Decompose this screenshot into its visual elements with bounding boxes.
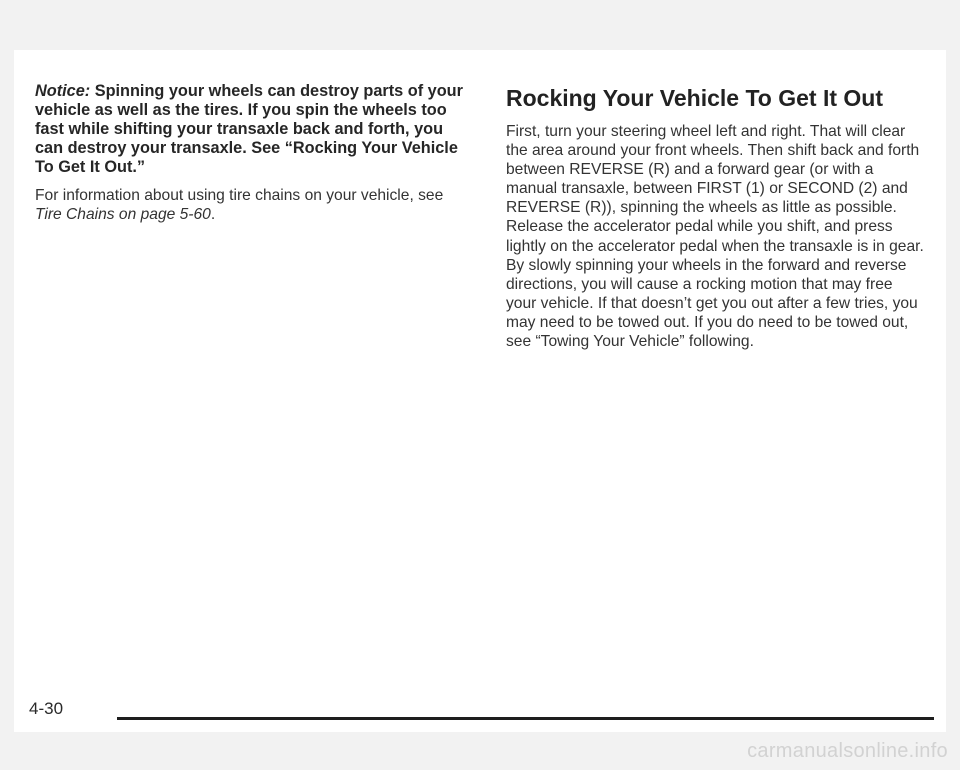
rocking-instructions: First, turn your steering wheel left and right. That will clear the area around your front wheels. Then shift back and forth between REVERSE (R) and a forward gear (or with a manual transaxle, between FIRST (1) or SECOND (2) and REVERSE (R)), spinning the wheels as little as possible. Release the accelerator pedal while you shift, and press lightly on the accelerator pedal when the transaxle is in gear. By slowly spinning your wheels in the forward and reverse directions, you will cause a rocking motion that may free your vehicle. If that doesn’t get you out after a few tries, you may need to be towed out. If you do need to be towed out, see “Towing Your Vehicle” following. (506, 123, 924, 351)
tire-chains-reference: Tire Chains on page 5-60 (35, 206, 211, 223)
tire-chains-paragraph (35, 186, 465, 224)
manual-page (14, 50, 946, 732)
notice-paragraph (35, 82, 465, 177)
tire-chains-suffix: . (210, 206, 216, 223)
left-column (35, 82, 465, 224)
right-column (506, 83, 926, 351)
page-number: 4-30 (29, 699, 64, 718)
watermark: carmanualsonline.info (747, 740, 948, 762)
notice-label: Notice: (35, 82, 91, 100)
notice-text: Spinning your wheels can destroy parts of your vehicle as well as the tires. If you spin the wheels too fast while shifting your transaxle back and forth, you can destroy your transaxle. See “Rocking Your Vehicle To Get It Out.” (35, 82, 463, 176)
tire-chains-prefix: For information about using tire chains on your vehicle, see (35, 187, 444, 204)
section-heading: Rocking Your Vehicle To Get It Out (506, 85, 883, 111)
footer-rule (117, 717, 934, 720)
